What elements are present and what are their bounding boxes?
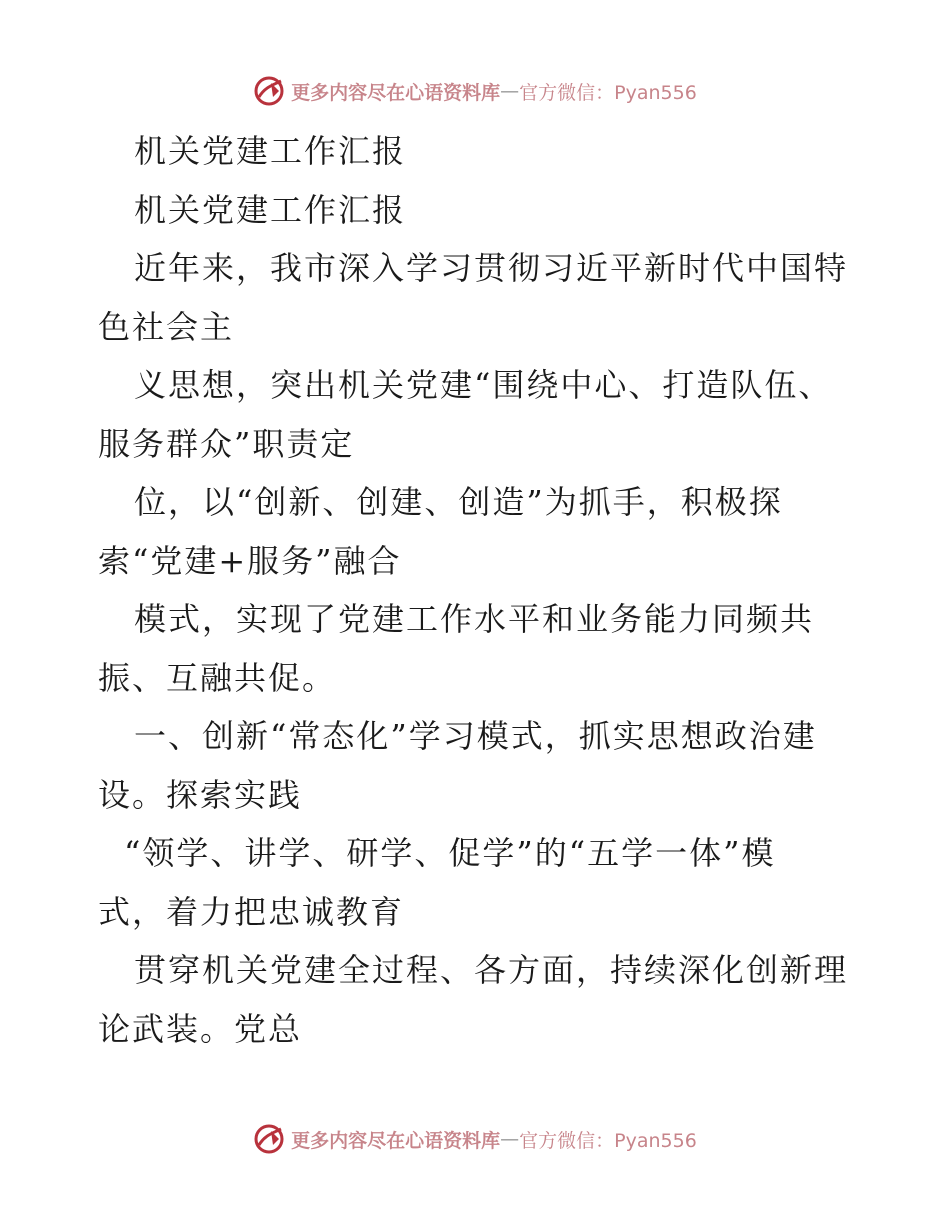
watermark-separator: — [500,80,520,102]
paragraph-line: 论武装。党总 [98,1009,303,1048]
paragraph-line: 贯穿机关党建全过程、各方面，持续深化创新理 [134,951,849,989]
paragraph-line: 振、互融共促。 [98,658,337,697]
paragraph-line: 设。探索实践 [98,775,303,814]
document-subtitle: 机关党建工作汇报 [134,190,407,229]
paragraph-line: “领学、讲学、研学、促学”的“五学一体”模 [124,834,776,872]
paragraph-line: 索“党建+服务”融合 [98,541,402,580]
brand-logo-icon [253,1123,285,1155]
brand-logo-icon [253,75,285,107]
watermark-brand: 更多内容尽在心语资料库 [291,81,501,104]
watermark-contact: 官方微信：Pyan556 [519,81,697,104]
paragraph-line: 近年来，我市深入学习贯彻习近平新时代中国特 [134,249,849,287]
paragraph-line: 位，以“创新、创建、创造”为抓手，积极探 [134,483,783,521]
paragraph-line: 式，着力把忠诚教育 [98,892,405,931]
document-title: 机关党建工作汇报 [134,132,407,170]
paragraph-line: 服务群众”职责定 [98,424,355,463]
header-watermark [0,71,950,111]
watermark-separator: — [500,1128,520,1150]
footer-watermark [0,1119,950,1159]
section-heading-line: 一、创新“常态化”学习模式，抓实思想政治建 [134,717,817,755]
paragraph-line: 色社会主 [98,307,235,346]
watermark-contact: 官方微信：Pyan556 [519,1129,697,1152]
paragraph-line: 模式，实现了党建工作水平和业务能力同频共 [134,600,815,638]
document-body [98,122,858,1058]
paragraph-line: 义思想，突出机关党建“围绕中心、打造队伍、 [134,366,833,404]
watermark-brand: 更多内容尽在心语资料库 [291,1129,501,1152]
